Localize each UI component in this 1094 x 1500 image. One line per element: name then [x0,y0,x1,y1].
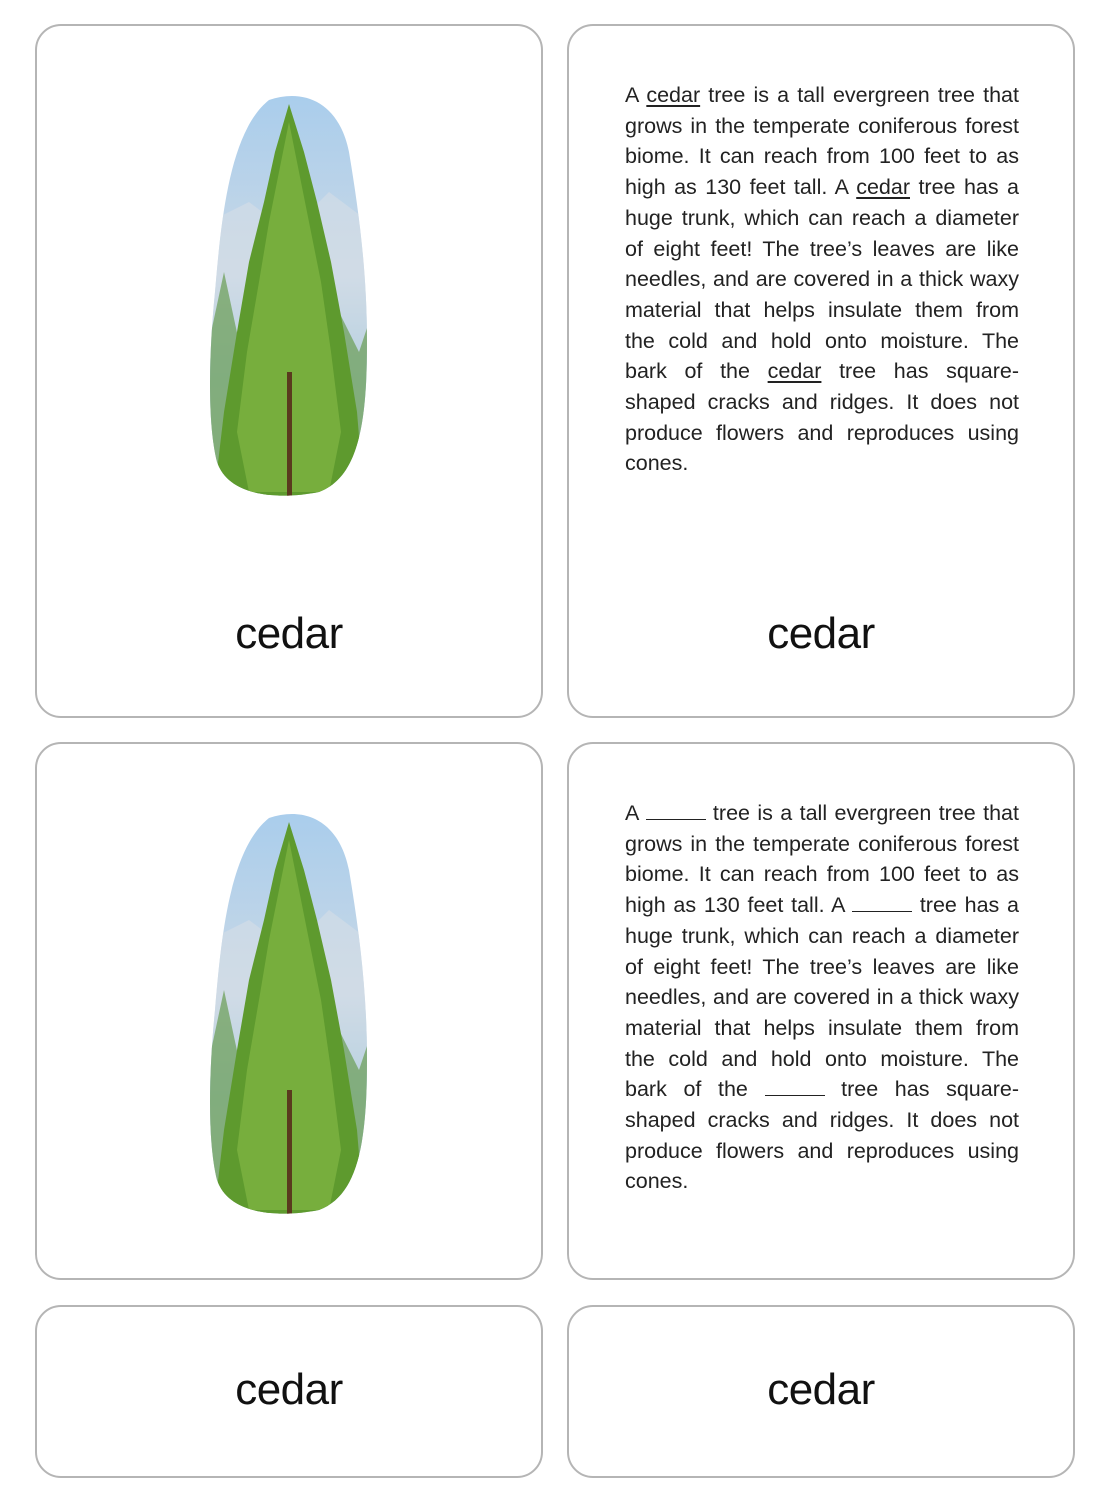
definition-text: A cedar tree is a tall evergreen tree that grows in the temperate coniferous forest biome. It can reach from 100 feet to as high as 130 feet tall. A cedar tree has a huge trunk, which can reach a diameter of eight feet! The tree’s leaves are like needles, and are covered in a thick waxy material that helps insulate them from the cold and hold onto moisture. The bark of the cedar tree has square-shaped cracks and ridges. It does not produce flowers and reproduces using cones. [625,83,1020,476]
picture-card [35,742,543,1280]
definition-text-with-blanks: A tree is a tall evergreen tree that grows in the temperate coniferous forest biome. It can reach from 100 feet to as high as 130 feet tall. A tree has a huge trunk, which can reach a diameter of eight feet! The tree’s leaves are like needles, and are covered in a thick waxy material that helps insulate them from the cold and hold onto moisture. The bark of the tree has square-shaped cracks and ridges. It does not produce flowers and reproduces using cones. [625,801,1020,1194]
label-card [567,1305,1075,1478]
definition-card-blanks [567,742,1075,1280]
picture-card-with-label [35,24,543,718]
keyword-blank [765,1094,825,1096]
card-label: cedar [767,609,875,658]
keyword-underlined: cedar [646,83,701,107]
cedar-tree-illustration [209,92,369,497]
keyword-blank [852,910,912,912]
keyword-underlined: cedar [856,175,910,200]
definition-card-with-label [567,24,1075,718]
keyword-blank [646,818,706,820]
cedar-tree-illustration [209,810,369,1215]
card-label: cedar [235,1365,343,1414]
label-card [35,1305,543,1478]
keyword-underlined: cedar [767,359,822,384]
card-label: cedar [235,609,343,658]
card-label: cedar [767,1365,875,1414]
